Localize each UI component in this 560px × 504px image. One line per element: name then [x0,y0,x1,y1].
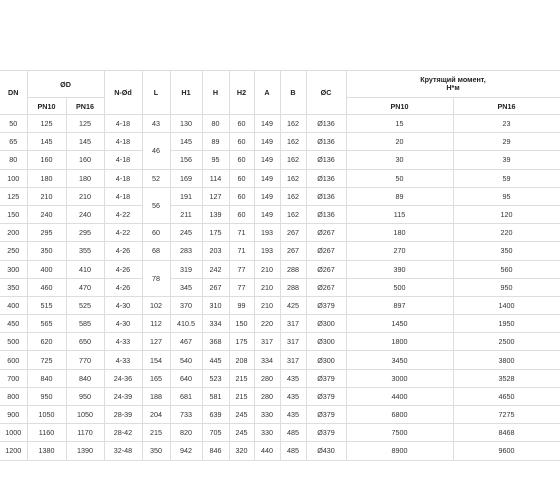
cell-torque-pn16: 23 [453,115,560,133]
cell-oc: Ø300 [306,333,346,351]
cell-od-pn16: 770 [66,351,104,369]
cell-a: 149 [254,187,280,205]
cell-dn: 700 [0,369,27,387]
cell-od-pn10: 180 [27,169,66,187]
cell-h: 203 [202,242,229,260]
cell-n-od: 4-26 [104,260,142,278]
cell-oc: Ø430 [306,442,346,460]
cell-torque-pn16: 1400 [453,296,560,314]
cell-n-od: 24-39 [104,387,142,405]
table-row [0,424,560,442]
cell-h: 80 [202,115,229,133]
cell-a: 220 [254,315,280,333]
cell-h2: 60 [229,151,254,169]
cell-oc: Ø136 [306,151,346,169]
cell-od-pn16: 410 [66,260,104,278]
cell-oc: Ø379 [306,387,346,405]
cell-h: 242 [202,260,229,278]
cell-h2: 60 [229,187,254,205]
cell-torque-pn10: 20 [346,133,453,151]
table-row [0,369,560,387]
cell-l: 60 [142,224,170,242]
cell-torque-pn10: 1800 [346,333,453,351]
cell-oc: Ø300 [306,351,346,369]
cell-h2: 215 [229,369,254,387]
cell-oc: Ø267 [306,278,346,296]
cell-torque-pn10: 897 [346,296,453,314]
cell-h: 639 [202,406,229,424]
cell-n-od: 4-26 [104,242,142,260]
cell-h2: 60 [229,169,254,187]
cell-h1: 820 [170,424,202,442]
cell-oc: Ø379 [306,369,346,387]
cell-od-pn10: 210 [27,187,66,205]
cell-h1: 681 [170,387,202,405]
cell-h2: 71 [229,242,254,260]
cell-h2: 215 [229,387,254,405]
cell-oc: Ø136 [306,187,346,205]
cell-n-od: 4-30 [104,315,142,333]
cell-n-od: 4-18 [104,151,142,169]
cell-h: 139 [202,205,229,223]
cell-a: 193 [254,224,280,242]
cell-h: 334 [202,315,229,333]
cell-a: 210 [254,296,280,314]
cell-l: 188 [142,387,170,405]
cell-od-pn10: 400 [27,260,66,278]
cell-od-pn10: 515 [27,296,66,314]
cell-h2: 60 [229,205,254,223]
cell-dn: 350 [0,278,27,296]
cell-od-pn16: 145 [66,133,104,151]
cell-h1: 410.5 [170,315,202,333]
cell-h: 846 [202,442,229,460]
cell-torque-pn16: 8468 [453,424,560,442]
cell-od-pn10: 460 [27,278,66,296]
cell-oc: Ø267 [306,242,346,260]
cell-h1: 191 [170,187,202,205]
cell-od-pn10: 620 [27,333,66,351]
cell-b: 288 [280,260,306,278]
cell-a: 330 [254,406,280,424]
header-h1: H1 [170,71,202,115]
cell-h1: 130 [170,115,202,133]
cell-torque-pn10: 390 [346,260,453,278]
cell-oc: Ø300 [306,315,346,333]
valve-dimensions-table [0,70,560,461]
cell-a: 149 [254,115,280,133]
cell-l: 350 [142,442,170,460]
cell-h1: 245 [170,224,202,242]
cell-b: 162 [280,115,306,133]
cell-od-pn10: 950 [27,387,66,405]
header-torque-pn16: PN16 [453,98,560,115]
cell-l: 43 [142,115,170,133]
cell-torque-pn10: 7500 [346,424,453,442]
cell-dn: 800 [0,387,27,405]
cell-l: 165 [142,369,170,387]
cell-n-od: 4-26 [104,278,142,296]
cell-n-od: 32-48 [104,442,142,460]
cell-dn: 1000 [0,424,27,442]
cell-h: 705 [202,424,229,442]
cell-h1: 319 [170,260,202,278]
cell-n-od: 4-33 [104,333,142,351]
header-od-pn10: PN10 [27,98,66,115]
header-h: H [202,71,229,115]
cell-a: 280 [254,387,280,405]
cell-od-pn10: 1160 [27,424,66,442]
cell-h: 89 [202,133,229,151]
cell-od-pn16: 585 [66,315,104,333]
cell-n-od: 4-30 [104,296,142,314]
cell-a: 149 [254,133,280,151]
cell-n-od: 4-33 [104,351,142,369]
cell-a: 149 [254,169,280,187]
cell-h1: 211 [170,205,202,223]
cell-od-pn16: 160 [66,151,104,169]
header-torque-line2: Н*м [446,83,460,92]
cell-h: 368 [202,333,229,351]
cell-h2: 175 [229,333,254,351]
header-dn: DN [0,71,27,115]
table-row [0,333,560,351]
cell-h2: 208 [229,351,254,369]
cell-od-pn10: 725 [27,351,66,369]
table-row [0,224,560,242]
cell-od-pn16: 840 [66,369,104,387]
cell-a: 334 [254,351,280,369]
cell-b: 485 [280,442,306,460]
cell-torque-pn16: 29 [453,133,560,151]
cell-torque-pn16: 7275 [453,406,560,424]
cell-h1: 345 [170,278,202,296]
table-row [0,387,560,405]
header-od: ØD [27,71,104,98]
cell-h: 445 [202,351,229,369]
cell-h2: 150 [229,315,254,333]
cell-torque-pn10: 180 [346,224,453,242]
cell-torque-pn10: 4400 [346,387,453,405]
table-row [0,115,560,133]
cell-l: 154 [142,351,170,369]
cell-torque-pn10: 89 [346,187,453,205]
cell-a: 149 [254,151,280,169]
cell-torque-pn16: 3800 [453,351,560,369]
cell-b: 162 [280,133,306,151]
header-l: L [142,71,170,115]
cell-h2: 71 [229,224,254,242]
cell-od-pn10: 565 [27,315,66,333]
cell-dn: 50 [0,115,27,133]
cell-h1: 145 [170,133,202,151]
cell-l: 56 [142,187,170,223]
cell-od-pn16: 1390 [66,442,104,460]
header-torque-pn10: PN10 [346,98,453,115]
cell-b: 435 [280,387,306,405]
cell-torque-pn10: 270 [346,242,453,260]
cell-dn: 100 [0,169,27,187]
cell-oc: Ø379 [306,424,346,442]
cell-b: 317 [280,333,306,351]
cell-torque-pn16: 1950 [453,315,560,333]
cell-h2: 99 [229,296,254,314]
cell-dn: 1200 [0,442,27,460]
cell-od-pn16: 180 [66,169,104,187]
cell-torque-pn16: 9600 [453,442,560,460]
cell-h1: 467 [170,333,202,351]
cell-l: 52 [142,169,170,187]
cell-dn: 600 [0,351,27,369]
cell-l: 204 [142,406,170,424]
cell-a: 210 [254,260,280,278]
table-row [0,205,560,223]
cell-h1: 640 [170,369,202,387]
cell-torque-pn16: 39 [453,151,560,169]
cell-dn: 200 [0,224,27,242]
cell-torque-pn10: 8900 [346,442,453,460]
cell-b: 435 [280,406,306,424]
cell-dn: 400 [0,296,27,314]
cell-torque-pn10: 15 [346,115,453,133]
cell-oc: Ø267 [306,260,346,278]
cell-h1: 733 [170,406,202,424]
cell-oc: Ø267 [306,224,346,242]
table-row [0,351,560,369]
cell-b: 425 [280,296,306,314]
table-body [0,115,560,461]
cell-h: 523 [202,369,229,387]
cell-l: 78 [142,260,170,296]
cell-od-pn16: 1050 [66,406,104,424]
cell-dn: 450 [0,315,27,333]
table-row [0,296,560,314]
cell-oc: Ø379 [306,296,346,314]
cell-od-pn10: 160 [27,151,66,169]
cell-b: 317 [280,315,306,333]
cell-torque-pn16: 350 [453,242,560,260]
table-row [0,242,560,260]
table-row [0,442,560,460]
cell-a: 317 [254,333,280,351]
cell-oc: Ø379 [306,406,346,424]
cell-b: 288 [280,278,306,296]
cell-torque-pn10: 50 [346,169,453,187]
cell-torque-pn16: 2500 [453,333,560,351]
cell-torque-pn16: 560 [453,260,560,278]
cell-h: 310 [202,296,229,314]
cell-od-pn10: 240 [27,205,66,223]
cell-od-pn16: 240 [66,205,104,223]
cell-h: 581 [202,387,229,405]
header-h2: H2 [229,71,254,115]
cell-torque-pn10: 500 [346,278,453,296]
table-row [0,169,560,187]
cell-b: 267 [280,242,306,260]
table-row [0,315,560,333]
cell-torque-pn16: 95 [453,187,560,205]
header-torque-line1: Крутящий момент, [420,75,486,84]
cell-h1: 283 [170,242,202,260]
cell-oc: Ø136 [306,115,346,133]
cell-b: 162 [280,151,306,169]
cell-h2: 77 [229,278,254,296]
cell-a: 193 [254,242,280,260]
cell-dn: 900 [0,406,27,424]
cell-n-od: 4-18 [104,169,142,187]
cell-n-od: 4-22 [104,224,142,242]
cell-torque-pn10: 1450 [346,315,453,333]
cell-a: 440 [254,442,280,460]
cell-a: 210 [254,278,280,296]
table-row [0,406,560,424]
cell-od-pn16: 470 [66,278,104,296]
cell-dn: 80 [0,151,27,169]
cell-h2: 320 [229,442,254,460]
cell-od-pn10: 295 [27,224,66,242]
cell-dn: 65 [0,133,27,151]
header-torque [346,71,560,98]
cell-od-pn16: 950 [66,387,104,405]
cell-b: 317 [280,351,306,369]
cell-dn: 250 [0,242,27,260]
cell-od-pn10: 145 [27,133,66,151]
cell-l: 112 [142,315,170,333]
cell-h2: 245 [229,406,254,424]
cell-a: 280 [254,369,280,387]
cell-od-pn16: 1170 [66,424,104,442]
cell-od-pn16: 210 [66,187,104,205]
header-b: B [280,71,306,115]
cell-torque-pn10: 3450 [346,351,453,369]
cell-torque-pn16: 950 [453,278,560,296]
cell-l: 127 [142,333,170,351]
cell-od-pn16: 525 [66,296,104,314]
cell-h2: 60 [229,115,254,133]
table-row [0,187,560,205]
header-od-pn16: PN16 [66,98,104,115]
cell-h1: 540 [170,351,202,369]
cell-dn: 500 [0,333,27,351]
cell-od-pn10: 840 [27,369,66,387]
cell-b: 267 [280,224,306,242]
table-row [0,260,560,278]
cell-a: 330 [254,424,280,442]
cell-od-pn10: 350 [27,242,66,260]
cell-torque-pn10: 3000 [346,369,453,387]
cell-torque-pn10: 30 [346,151,453,169]
cell-h2: 77 [229,260,254,278]
cell-torque-pn16: 4650 [453,387,560,405]
cell-od-pn16: 650 [66,333,104,351]
cell-h: 95 [202,151,229,169]
cell-b: 162 [280,187,306,205]
cell-n-od: 28-39 [104,406,142,424]
cell-l: 102 [142,296,170,314]
cell-dn: 300 [0,260,27,278]
cell-od-pn16: 125 [66,115,104,133]
header-n-od: N-Ød [104,71,142,115]
cell-b: 162 [280,169,306,187]
cell-n-od: 4-18 [104,115,142,133]
header-oc: ØC [306,71,346,115]
cell-n-od: 4-18 [104,133,142,151]
cell-l: 215 [142,424,170,442]
cell-dn: 125 [0,187,27,205]
cell-od-pn16: 355 [66,242,104,260]
header-a: A [254,71,280,115]
cell-n-od: 4-18 [104,187,142,205]
cell-torque-pn10: 115 [346,205,453,223]
cell-h1: 169 [170,169,202,187]
cell-oc: Ø136 [306,169,346,187]
cell-dn: 150 [0,205,27,223]
cell-h: 114 [202,169,229,187]
cell-h: 127 [202,187,229,205]
cell-od-pn10: 1050 [27,406,66,424]
cell-od-pn10: 125 [27,115,66,133]
cell-a: 149 [254,205,280,223]
cell-n-od: 4-22 [104,205,142,223]
cell-oc: Ø136 [306,133,346,151]
cell-l: 46 [142,133,170,169]
cell-od-pn10: 1380 [27,442,66,460]
cell-b: 162 [280,205,306,223]
cell-torque-pn16: 59 [453,169,560,187]
cell-torque-pn16: 120 [453,205,560,223]
cell-torque-pn16: 3528 [453,369,560,387]
cell-od-pn16: 295 [66,224,104,242]
cell-h2: 245 [229,424,254,442]
cell-n-od: 24-36 [104,369,142,387]
cell-h1: 942 [170,442,202,460]
cell-h: 175 [202,224,229,242]
cell-h: 267 [202,278,229,296]
cell-l: 68 [142,242,170,260]
table-row [0,151,560,169]
cell-torque-pn10: 6800 [346,406,453,424]
table-row [0,278,560,296]
cell-h1: 156 [170,151,202,169]
cell-b: 435 [280,369,306,387]
table-row [0,133,560,151]
cell-n-od: 28-42 [104,424,142,442]
cell-oc: Ø136 [306,205,346,223]
cell-h1: 370 [170,296,202,314]
cell-h2: 60 [229,133,254,151]
cell-torque-pn16: 220 [453,224,560,242]
cell-b: 485 [280,424,306,442]
